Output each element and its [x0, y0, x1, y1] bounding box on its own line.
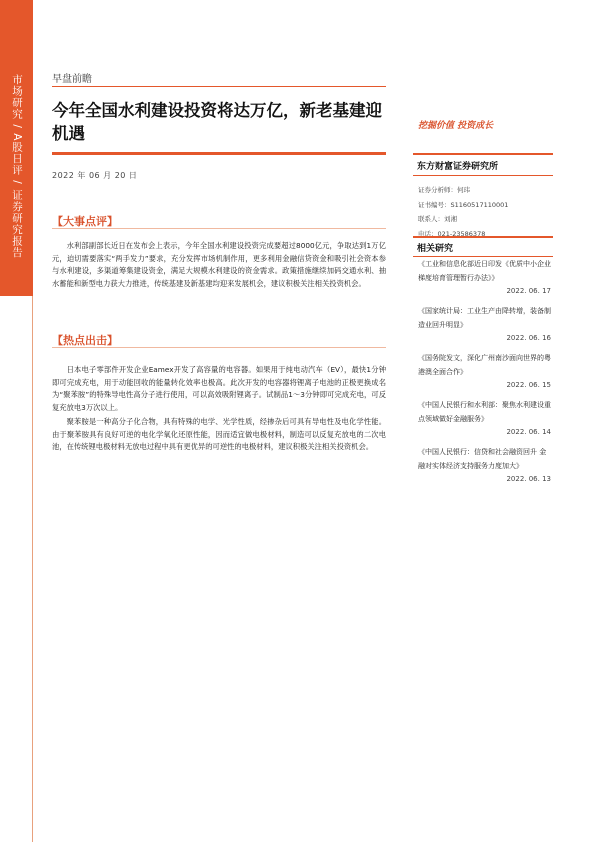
related-item-date: 2022. 06. 15: [506, 381, 551, 389]
title-underline: [52, 152, 386, 155]
section-heading-hotspot: [52, 329, 386, 348]
section-label: 早盘前瞻: [52, 74, 92, 85]
org-name: 东方财富证券研究所: [413, 153, 553, 176]
phone-number: 电话：021-23586378: [418, 229, 486, 238]
list-item[interactable]: [413, 257, 553, 298]
contact-person: 联系人：刘湘: [418, 215, 457, 223]
related-item-title[interactable]: 《国务院发文，深化广州南沙面向世界的粤港澳全面合作》: [418, 354, 551, 376]
side-bar-accent: [0, 0, 33, 296]
analyst-name: 证券分析师：何玮: [418, 186, 470, 194]
org-contact: [413, 176, 553, 241]
related-item-date: 2022. 06. 13: [506, 475, 551, 483]
certificate-number: 证书编号：S1160517110001: [418, 200, 509, 209]
section-heading-text: 【热点出击】: [52, 334, 118, 347]
paragraph: 聚苯胺是一种高分子化合物，具有特殊的电学、光学性质，经掺杂后可具有导电性及电化学性能。由于聚苯胺具有良好可逆的电化学氧化还原性能，因而适宜做电极材料，制造可以反复充放电的二次电池，在传统锂电极材料无放电过程中具有更优异的可逆性的电极材料，建议积极关注相关投资机会。: [52, 417, 386, 451]
related-research-list: [413, 257, 553, 486]
report-date: 2022 年 06 月 20 日: [52, 171, 138, 180]
section-body-review: [52, 240, 386, 290]
paragraph: 日本电子零部件开发企业Eamex开发了高容量的电容器。如果用于纯电动汽车（EV），最快1分钟即可完成充电，用于动能回收的能量转化效率也极高。此次开发的电容器将锂离子电池的正极更换成名为“聚苯胺”的特殊导电性高分子进行使用，可以高效吸附锂离子。试制品1～3分钟即可完成充电，可反复充放电3万次以上。: [52, 365, 386, 412]
related-item-date: 2022. 06. 16: [506, 334, 551, 342]
side-bar: [0, 0, 33, 842]
side-bar-text: 市场研究 / A股日评 / 证券研究报告: [11, 74, 23, 259]
section-body-hotspot: [52, 364, 386, 454]
list-item[interactable]: [413, 398, 553, 439]
related-item-date: 2022. 06. 14: [506, 428, 551, 436]
list-item[interactable]: [413, 304, 553, 345]
list-item[interactable]: [413, 445, 553, 486]
org-info: [413, 153, 553, 241]
section-heading-text: 【大事点评】: [52, 215, 118, 228]
related-item-title[interactable]: 《中国人民银行和水利部：聚焦水利建设重点领域做好金融服务》: [418, 401, 551, 423]
related-research-title: 相关研究: [413, 236, 553, 257]
slogan: 挖掘价值 投资成长: [418, 121, 494, 131]
page-title: 今年全国水利建设投资将达万亿，新老基建迎机遇: [52, 101, 382, 143]
section-heading-review: [52, 210, 386, 229]
related-item-title[interactable]: 《工业和信息化部近日印发《优质中小企业梯度培育管理暂行办法》》: [418, 260, 551, 282]
list-item[interactable]: [413, 351, 553, 392]
related-item-title[interactable]: 《国家统计局：工业生产由降转增，装备制造业回升明显》: [418, 307, 551, 329]
header-divider: [52, 86, 386, 87]
related-item-date: 2022. 06. 17: [506, 287, 551, 295]
related-item-title[interactable]: 《中国人民银行：信贷和社会融资回升 金融对实体经济支持服务力度加大》: [418, 448, 547, 470]
paragraph: 水利部副部长近日在发布会上表示，今年全国水利建设投资完成要超过8000亿元，争取达到1万亿元，迫切需要落实“两手发力”要求，充分发挥市场机制作用，更多利用金融信贷资金和吸引社会资本参与水利建设，多渠道筹集建设资金，满足大规模水利建设的资金需求。政策措施继续加码交通水利、抽水蓄能和新型电力获大力推进，传统基建及新基建均迎来发展机会，建议积极关注相关投资机会。: [52, 241, 386, 288]
